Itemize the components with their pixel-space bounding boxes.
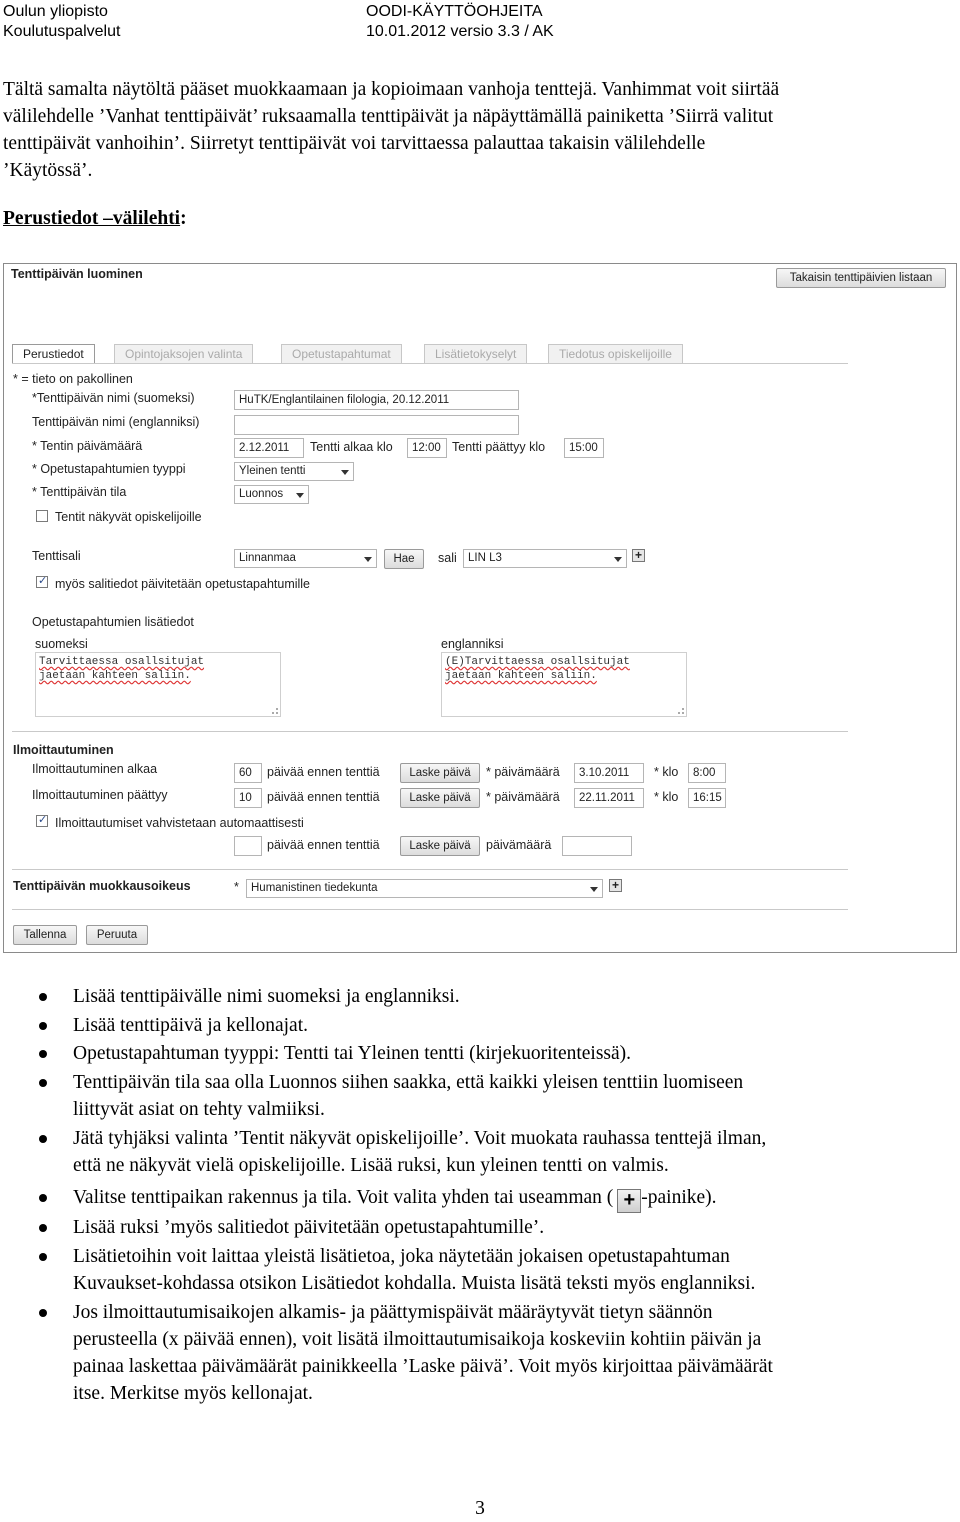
list-item-line — [73, 1184, 933, 1213]
extra-info-title: Opetustapahtumien lisätiedot — [32, 615, 194, 629]
type-select[interactable] — [234, 462, 354, 481]
header-unit: Koulutuspalvelut — [3, 23, 121, 40]
reg-start-date-input[interactable]: 3.10.2011 — [574, 763, 644, 783]
section-divider — [12, 731, 848, 732]
hall-select-value: LIN L3 — [468, 552, 502, 564]
calc-day-button[interactable]: Laske päivä — [400, 836, 480, 856]
list-item-line: painaa laskettaa päivämäärät painikkeella ’Laske päivä’. Voit myös kirjoittaa päivämäärät — [73, 1356, 773, 1377]
chevron-down-icon — [364, 557, 372, 562]
date-label: * Tentin päivämäärä — [32, 439, 143, 453]
list-item — [73, 1184, 933, 1213]
list-item-line: Lisätietoihin voit laittaa yleistä lisätietoa, joka näytetään jokaisen opetustapahtuman — [73, 1246, 730, 1267]
textarea-line: Tarvittaessa osallsitujat — [39, 656, 205, 668]
date-input[interactable]: 2.12.2011 — [234, 438, 304, 458]
list-item-line: Kuvaukset-kohdassa otsikon Lisätiedot kohdalla. Muista lisätä teksti myös englanniksi. — [73, 1273, 756, 1294]
form-title: Tenttipäivän luominen — [11, 267, 143, 281]
list-item-line: Lisää tenttipäivälle nimi suomeksi ja englanniksi. — [73, 986, 460, 1007]
list-item — [73, 1299, 933, 1407]
reg-start-days-input[interactable]: 60 — [234, 763, 262, 783]
list-item — [73, 1069, 933, 1123]
section-heading — [3, 208, 187, 230]
form-screenshot — [3, 263, 957, 953]
extra-info-en-label: englanniksi — [441, 637, 504, 651]
resize-grip-icon[interactable] — [678, 708, 684, 714]
hall-label: sali — [438, 551, 457, 565]
confirm-days-input[interactable] — [234, 836, 262, 856]
state-label: * Tenttipäivän tila — [32, 485, 127, 499]
confirm-date-input[interactable] — [562, 836, 632, 856]
hall-select[interactable] — [463, 549, 627, 568]
calc-day-button[interactable]: Laske päivä — [400, 763, 480, 783]
visible-label: Tentit näkyvät opiskelijoille — [55, 510, 202, 524]
room-label: Tenttisali — [32, 549, 81, 563]
list-item-line: Tenttipäivän tila saa olla Luonnos siihen saakka, että kaikki yleisen tenttiin luomiseen — [73, 1072, 744, 1093]
days-before-label: päivää ennen tenttiä — [267, 790, 380, 804]
update-halls-label: myös salitiedot päivitetään opetustapahtumille — [55, 577, 311, 591]
intro-paragraph — [3, 76, 953, 184]
list-item — [73, 983, 933, 1010]
building-select[interactable] — [234, 549, 377, 568]
bullet-icon — [39, 1079, 47, 1087]
list-item-line: liittyvät asiat on tehty valmiiksi. — [73, 1099, 325, 1120]
required-note: * = tieto on pakollinen — [13, 372, 133, 386]
visible-checkbox[interactable] — [36, 510, 48, 522]
registration-title: Ilmoittautuminen — [13, 743, 114, 757]
start-time-label: Tentti alkaa klo — [310, 440, 393, 454]
list-item-line: perusteella (x päivää ennen), voit lisätä ilmoittautumisaikoja koskeviin kohtiin päivän ja — [73, 1329, 762, 1350]
bullet-icon — [39, 1253, 47, 1261]
auto-confirm-label: Ilmoittautumiset vahvistetaan automaattisesti — [55, 816, 304, 830]
building-select-value: Linnanmaa — [239, 552, 296, 564]
bullet-icon — [39, 993, 47, 1001]
cancel-button[interactable]: Peruuta — [86, 925, 148, 945]
name-fi-label: *Tenttipäivän nimi (suomeksi) — [32, 391, 195, 405]
list-item — [73, 1214, 933, 1241]
reg-end-label: Ilmoittautuminen päättyy — [32, 788, 168, 802]
list-item — [73, 1012, 933, 1039]
back-to-list-button[interactable]: Takaisin tenttipäivien listaan — [776, 268, 946, 288]
name-en-input[interactable] — [234, 415, 519, 435]
update-halls-checkbox[interactable] — [36, 576, 48, 588]
list-item-text: Valitse tenttipaikan rakennus ja tila. Voit valita yhden tai useamman ( — [73, 1187, 614, 1208]
add-hall-plus-icon[interactable]: + — [632, 549, 645, 562]
list-item-line: itse. Merkitse myös kellonajat. — [73, 1383, 313, 1404]
intro-line: tenttipäivät vanhoihin’. Siirretyt tenttipäivät voi tarvittaessa palauttaa takaisin välilehdelle — [3, 133, 706, 154]
reg-end-days-input[interactable]: 10 — [234, 788, 262, 808]
end-time-input[interactable]: 15:00 — [564, 438, 604, 458]
section-divider — [12, 909, 848, 910]
textarea-line: jaetaan kahteen saliin. — [39, 670, 191, 682]
calc-day-button[interactable]: Laske päivä — [400, 788, 480, 808]
bullet-icon — [39, 1050, 47, 1058]
list-item-line: että ne näkyvät vielä opiskelijoille. Lisää ruksi, kun yleinen tentti on valmis. — [73, 1155, 669, 1176]
name-fi-input[interactable]: HuTK/Englantilainen filologia, 20.12.2011 — [234, 390, 519, 410]
days-before-label: päivää ennen tenttiä — [267, 838, 380, 852]
reg-end-time-input[interactable]: 16:15 — [688, 788, 726, 808]
chevron-down-icon — [590, 887, 598, 892]
list-item-line: Lisää tenttipäivä ja kellonajat. — [73, 1015, 308, 1036]
days-before-label: päivää ennen tenttiä — [267, 765, 380, 779]
list-item-text: -painike). — [641, 1187, 717, 1208]
intro-line: Tältä samalta näytöltä pääset muokkaamaan ja kopioimaan vanhoja tenttejä. Vanhimmat voit siirtää — [3, 79, 780, 100]
chevron-down-icon — [341, 470, 349, 475]
time-field-label: * klo — [654, 765, 679, 779]
auto-confirm-checkbox[interactable] — [36, 815, 48, 827]
list-item — [73, 1243, 933, 1297]
tab-perustiedot[interactable]: Perustiedot — [12, 344, 95, 364]
chevron-down-icon — [614, 557, 622, 562]
bullet-icon — [39, 1309, 47, 1317]
editing-rights-label: Tenttipäivän muokkausoikeus — [13, 879, 191, 893]
bullet-icon — [39, 1022, 47, 1030]
tab-tiedotus-opiskelijoille[interactable]: Tiedotus opiskelijoille — [548, 344, 683, 363]
list-item — [73, 1125, 933, 1179]
reg-start-time-input[interactable]: 8:00 — [688, 763, 726, 783]
add-rights-plus-icon[interactable]: + — [609, 879, 622, 892]
end-time-label: Tentti päättyy klo — [452, 440, 546, 454]
header-org: Oulun yliopisto — [3, 3, 108, 20]
date-field-label: * päivämäärä — [486, 790, 560, 804]
search-hall-button[interactable]: Hae — [384, 549, 424, 569]
chevron-down-icon — [296, 493, 304, 498]
section-heading-text: Perustiedot –välilehti — [3, 208, 181, 229]
resize-grip-icon[interactable] — [272, 708, 278, 714]
bullet-icon — [39, 1194, 47, 1202]
list-item-line: Jätä tyhjäksi valinta ’Tentit näkyvät opiskelijoille’. Voit muokata rauhassa tenttejä ilman, — [73, 1128, 767, 1149]
editing-rights-select[interactable] — [246, 879, 603, 898]
time-field-label: * klo — [654, 790, 679, 804]
date-field-label: päivämäärä — [486, 838, 552, 852]
start-time-input[interactable]: 12:00 — [407, 438, 447, 458]
name-en-label: Tenttipäivän nimi (englanniksi) — [32, 415, 200, 429]
state-select-value: Luonnos — [239, 488, 284, 500]
tab-opintojaksojen-valinta[interactable]: Opintojaksojen valinta — [114, 344, 253, 363]
required-star: * — [234, 880, 239, 894]
editing-rights-value: Humanistinen tiedekunta — [251, 882, 378, 894]
type-select-value: Yleinen tentti — [239, 465, 306, 477]
extra-info-fi-textarea[interactable] — [35, 652, 281, 717]
bullet-icon — [39, 1135, 47, 1143]
textarea-line: jaetaan kahteen saliin. — [445, 670, 597, 682]
textarea-line: (E)Tarvittaessa osallsitujat — [445, 656, 630, 668]
plus-icon: + — [617, 1189, 641, 1213]
extra-info-en-textarea[interactable] — [441, 652, 687, 717]
tab-lisatietokyselyt[interactable]: Lisätietokyselyt — [424, 344, 527, 363]
section-divider — [12, 869, 848, 870]
reg-start-label: Ilmoittautuminen alkaa — [32, 762, 158, 776]
header-doc-title: OODI-KÄYTTÖOHJEITA — [366, 3, 543, 20]
intro-line: välilehdelle ’Vanhat tenttipäivät’ ruksaamalla tenttipäivät ja näpäyttämällä painiketta ’Siirrä valitut — [3, 106, 774, 127]
page-number: 3 — [475, 1498, 485, 1519]
intro-line: ’Käytössä’. — [3, 160, 93, 181]
list-item-line: Opetustapahtuman tyyppi: Tentti tai Yleinen tentti (kirjekuoritenteissä). — [73, 1043, 632, 1064]
type-label: * Opetustapahtumien tyyppi — [32, 462, 186, 476]
extra-info-fi-label: suomeksi — [35, 637, 88, 651]
header-version: 10.01.2012 versio 3.3 / AK — [366, 23, 554, 40]
list-item-line: Lisää ruksi ’myös salitiedot päivitetään opetustapahtumille’. — [73, 1217, 545, 1238]
tab-opetustapahtumat[interactable]: Opetustapahtumat — [281, 344, 402, 363]
state-select[interactable] — [234, 485, 309, 504]
tab-divider — [12, 363, 848, 364]
list-item — [73, 1040, 933, 1067]
reg-end-date-input[interactable]: 22.11.2011 — [574, 788, 644, 808]
date-field-label: * päivämäärä — [486, 765, 560, 779]
section-heading-suffix: : — [180, 208, 187, 229]
bullet-icon — [39, 1224, 47, 1232]
save-button[interactable]: Tallenna — [13, 925, 77, 945]
list-item-line: Jos ilmoittautumisaikojen alkamis- ja päättymispäivät määräytyvät tietyn säännön — [73, 1302, 713, 1323]
